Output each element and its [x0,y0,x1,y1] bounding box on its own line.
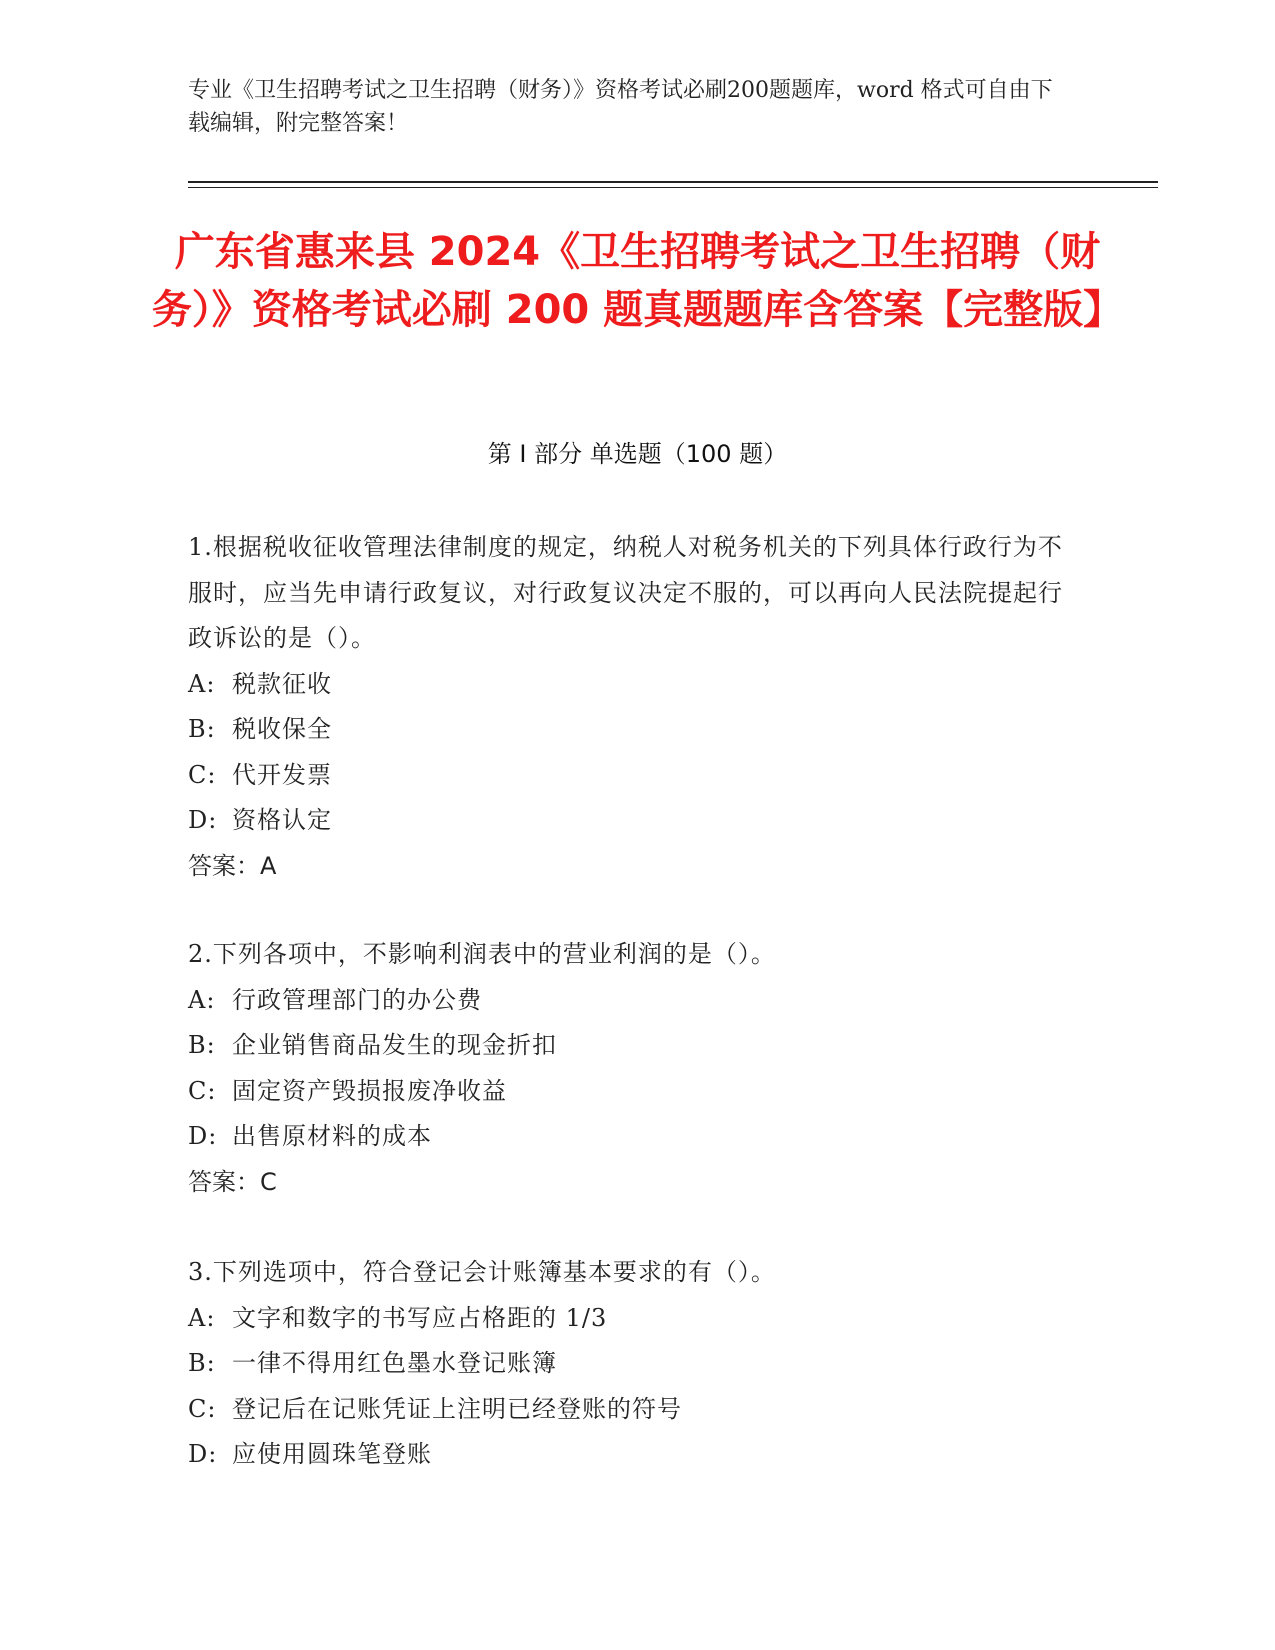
option-d [188,798,1068,844]
option-a [188,662,1068,708]
option-b [188,1023,1068,1069]
question-stem: 2.下列各项中，不影响利润表中的营业利润的是（）。 [188,940,776,968]
answer: 答案：A [188,851,277,880]
option-text: 税款征收 [232,669,332,698]
option-d [188,1432,1068,1478]
option-text: 一律不得用红色墨水登记账簿 [232,1349,557,1377]
option-text: 资格认定 [232,806,332,834]
answer: 答案：C [188,1167,277,1196]
option-a [188,978,1068,1024]
option-letter: A: [188,1303,216,1332]
option-b [188,707,1068,753]
option-text: 固定资产毁损报废净收益 [232,1076,507,1105]
option-c [188,1069,1068,1115]
option-text: 出售原材料的成本 [232,1122,432,1150]
question-stem: 1.根据税收征收管理法律制度的规定，纳税人对税务机关的下列具体行政行为不服时，应当先申请行政复议，对行政复议决定不服的，可以再向人民法院提起行政诉讼的是（）。 [188,533,1063,652]
section-title: 第 I 部分 单选题（100 题） [487,440,788,468]
option-letter: A: [188,985,216,1014]
option-text: 税收保全 [232,715,332,743]
option-text: 代开发票 [232,760,332,789]
document-title: 广东省惠来县 2024《卫生招聘考试之卫生招聘（财务）》资格考试必刷 200 题真题题库含答案【完整版】 [151,229,1124,333]
option-letter: A: [188,669,216,698]
question-1 [188,525,1068,889]
option-c [188,1387,1068,1433]
option-text: 行政管理部门的办公费 [232,985,482,1014]
option-text: 文字和数字的书写应占格距的 1/3 [232,1303,608,1332]
option-letter: D: [188,1122,218,1150]
option-letter: B: [188,1031,216,1059]
option-b [188,1341,1068,1387]
option-letter: B: [188,715,216,743]
option-text: 应使用圆珠笔登账 [232,1440,432,1468]
option-d [188,1114,1068,1160]
header-divider-thick [188,181,1158,183]
option-letter: C: [188,760,217,789]
option-letter: C: [188,1394,217,1423]
header-divider-thin [188,187,1158,188]
question-stem: 3.下列选项中，符合登记会计账簿基本要求的有（）。 [188,1258,776,1286]
question-2 [188,932,1068,1205]
option-text: 登记后在记账凭证上注明已经登账的符号 [232,1394,682,1423]
option-letter: B: [188,1349,216,1377]
header-note: 专业《卫生招聘考试之卫生招聘（财务）》资格考试必刷200题题库，word 格式可自由下载编辑，附完整答案！ [188,78,1053,136]
option-text: 企业销售商品发生的现金折扣 [232,1031,557,1059]
option-a [188,1296,1068,1342]
option-letter: C: [188,1076,217,1105]
option-letter: D: [188,1440,218,1468]
option-c [188,753,1068,799]
question-3 [188,1250,1068,1478]
option-letter: D: [188,806,218,834]
